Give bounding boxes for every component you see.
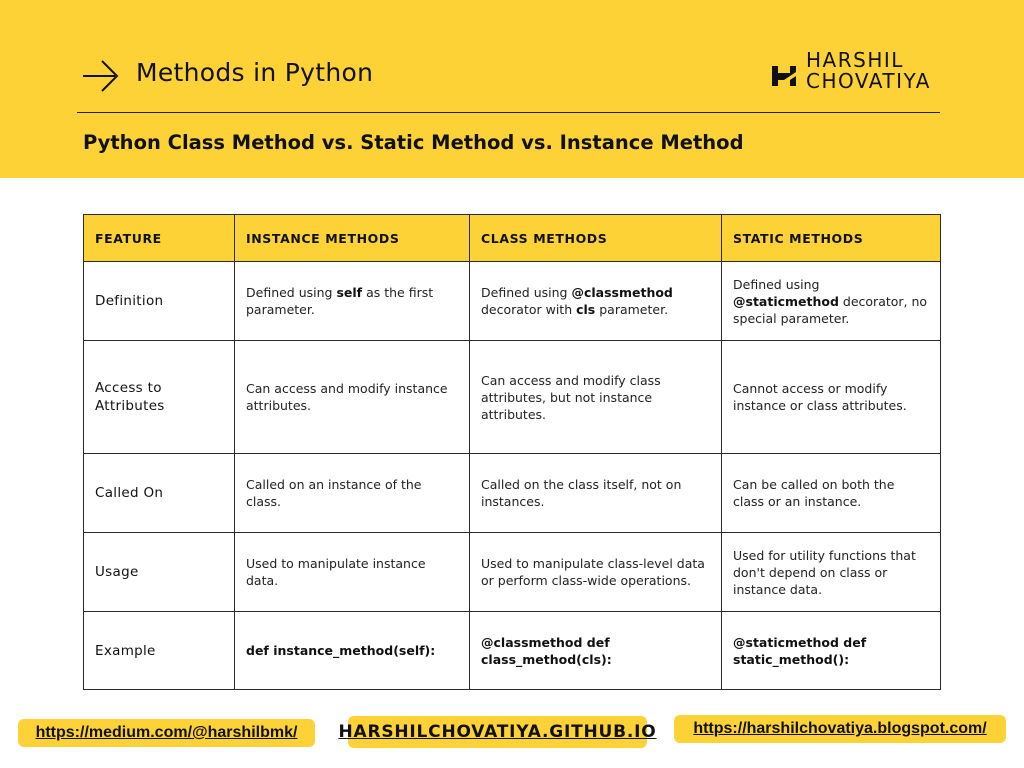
- blogspot-link[interactable]: https://harshilchovatiya.blogspot.com/: [674, 715, 1006, 743]
- feature-cell: Usage: [84, 533, 235, 612]
- instance-cell: Defined using self as the first parameter.: [235, 262, 470, 341]
- header-instance-methods: INSTANCE METHODS: [235, 215, 470, 262]
- header-static-methods: STATIC METHODS: [722, 215, 941, 262]
- static-cell: Defined using @staticmethod decorator, no special parameter.: [722, 262, 941, 341]
- static-cell: @staticmethod def static_method():: [722, 612, 941, 690]
- class-cell: Used to manipulate class-level data or perform class-wide operations.: [470, 533, 722, 612]
- class-cell: @classmethod def class_method(cls):: [470, 612, 722, 690]
- instance-cell: Used to manipulate instance data.: [235, 533, 470, 612]
- class-cell: Called on the class itself, not on instances.: [470, 454, 722, 533]
- table-row: [84, 262, 941, 341]
- instance-cell: Can access and modify instance attributes.: [235, 341, 470, 454]
- instance-cell: Called on an instance of the class.: [235, 454, 470, 533]
- feature-cell: Access to Attributes: [84, 341, 235, 454]
- comparison-table: [83, 214, 941, 690]
- table-row: [84, 454, 941, 533]
- header-divider: [77, 112, 940, 113]
- hc-logo-icon: [770, 62, 798, 90]
- feature-cell: Called On: [84, 454, 235, 533]
- github-link[interactable]: HARSHILCHOVATIYA.GITHUB.IO: [348, 716, 647, 748]
- table-header-row: [84, 215, 941, 262]
- feature-cell: Example: [84, 612, 235, 690]
- medium-link[interactable]: https://medium.com/@harshilbmk/: [18, 719, 315, 747]
- static-cell: Cannot access or modify instance or class attributes.: [722, 341, 941, 454]
- brand-line-1: HARSHIL: [806, 48, 904, 72]
- page-subtitle: Python Class Method vs. Static Method vs. Instance Method: [83, 131, 744, 154]
- static-cell: Used for utility functions that don't depend on class or instance data.: [722, 533, 941, 612]
- static-cell: Can be called on both the class or an instance.: [722, 454, 941, 533]
- table-row: [84, 612, 941, 690]
- table-row: [84, 533, 941, 612]
- header-class-methods: CLASS METHODS: [470, 215, 722, 262]
- header-banner: [0, 0, 1024, 178]
- class-cell: Defined using @classmethod decorator with cls parameter.: [470, 262, 722, 341]
- class-cell: Can access and modify class attributes, but not instance attributes.: [470, 341, 722, 454]
- header-feature: FEATURE: [84, 215, 235, 262]
- table-row: [84, 341, 941, 454]
- brand-name: [806, 50, 931, 92]
- instance-cell: def instance_method(self):: [235, 612, 470, 690]
- arrow-right-icon: [80, 56, 120, 96]
- brand-line-2: CHOVATIYA: [806, 69, 931, 93]
- page-title: Methods in Python: [136, 58, 374, 87]
- feature-cell: Definition: [84, 262, 235, 341]
